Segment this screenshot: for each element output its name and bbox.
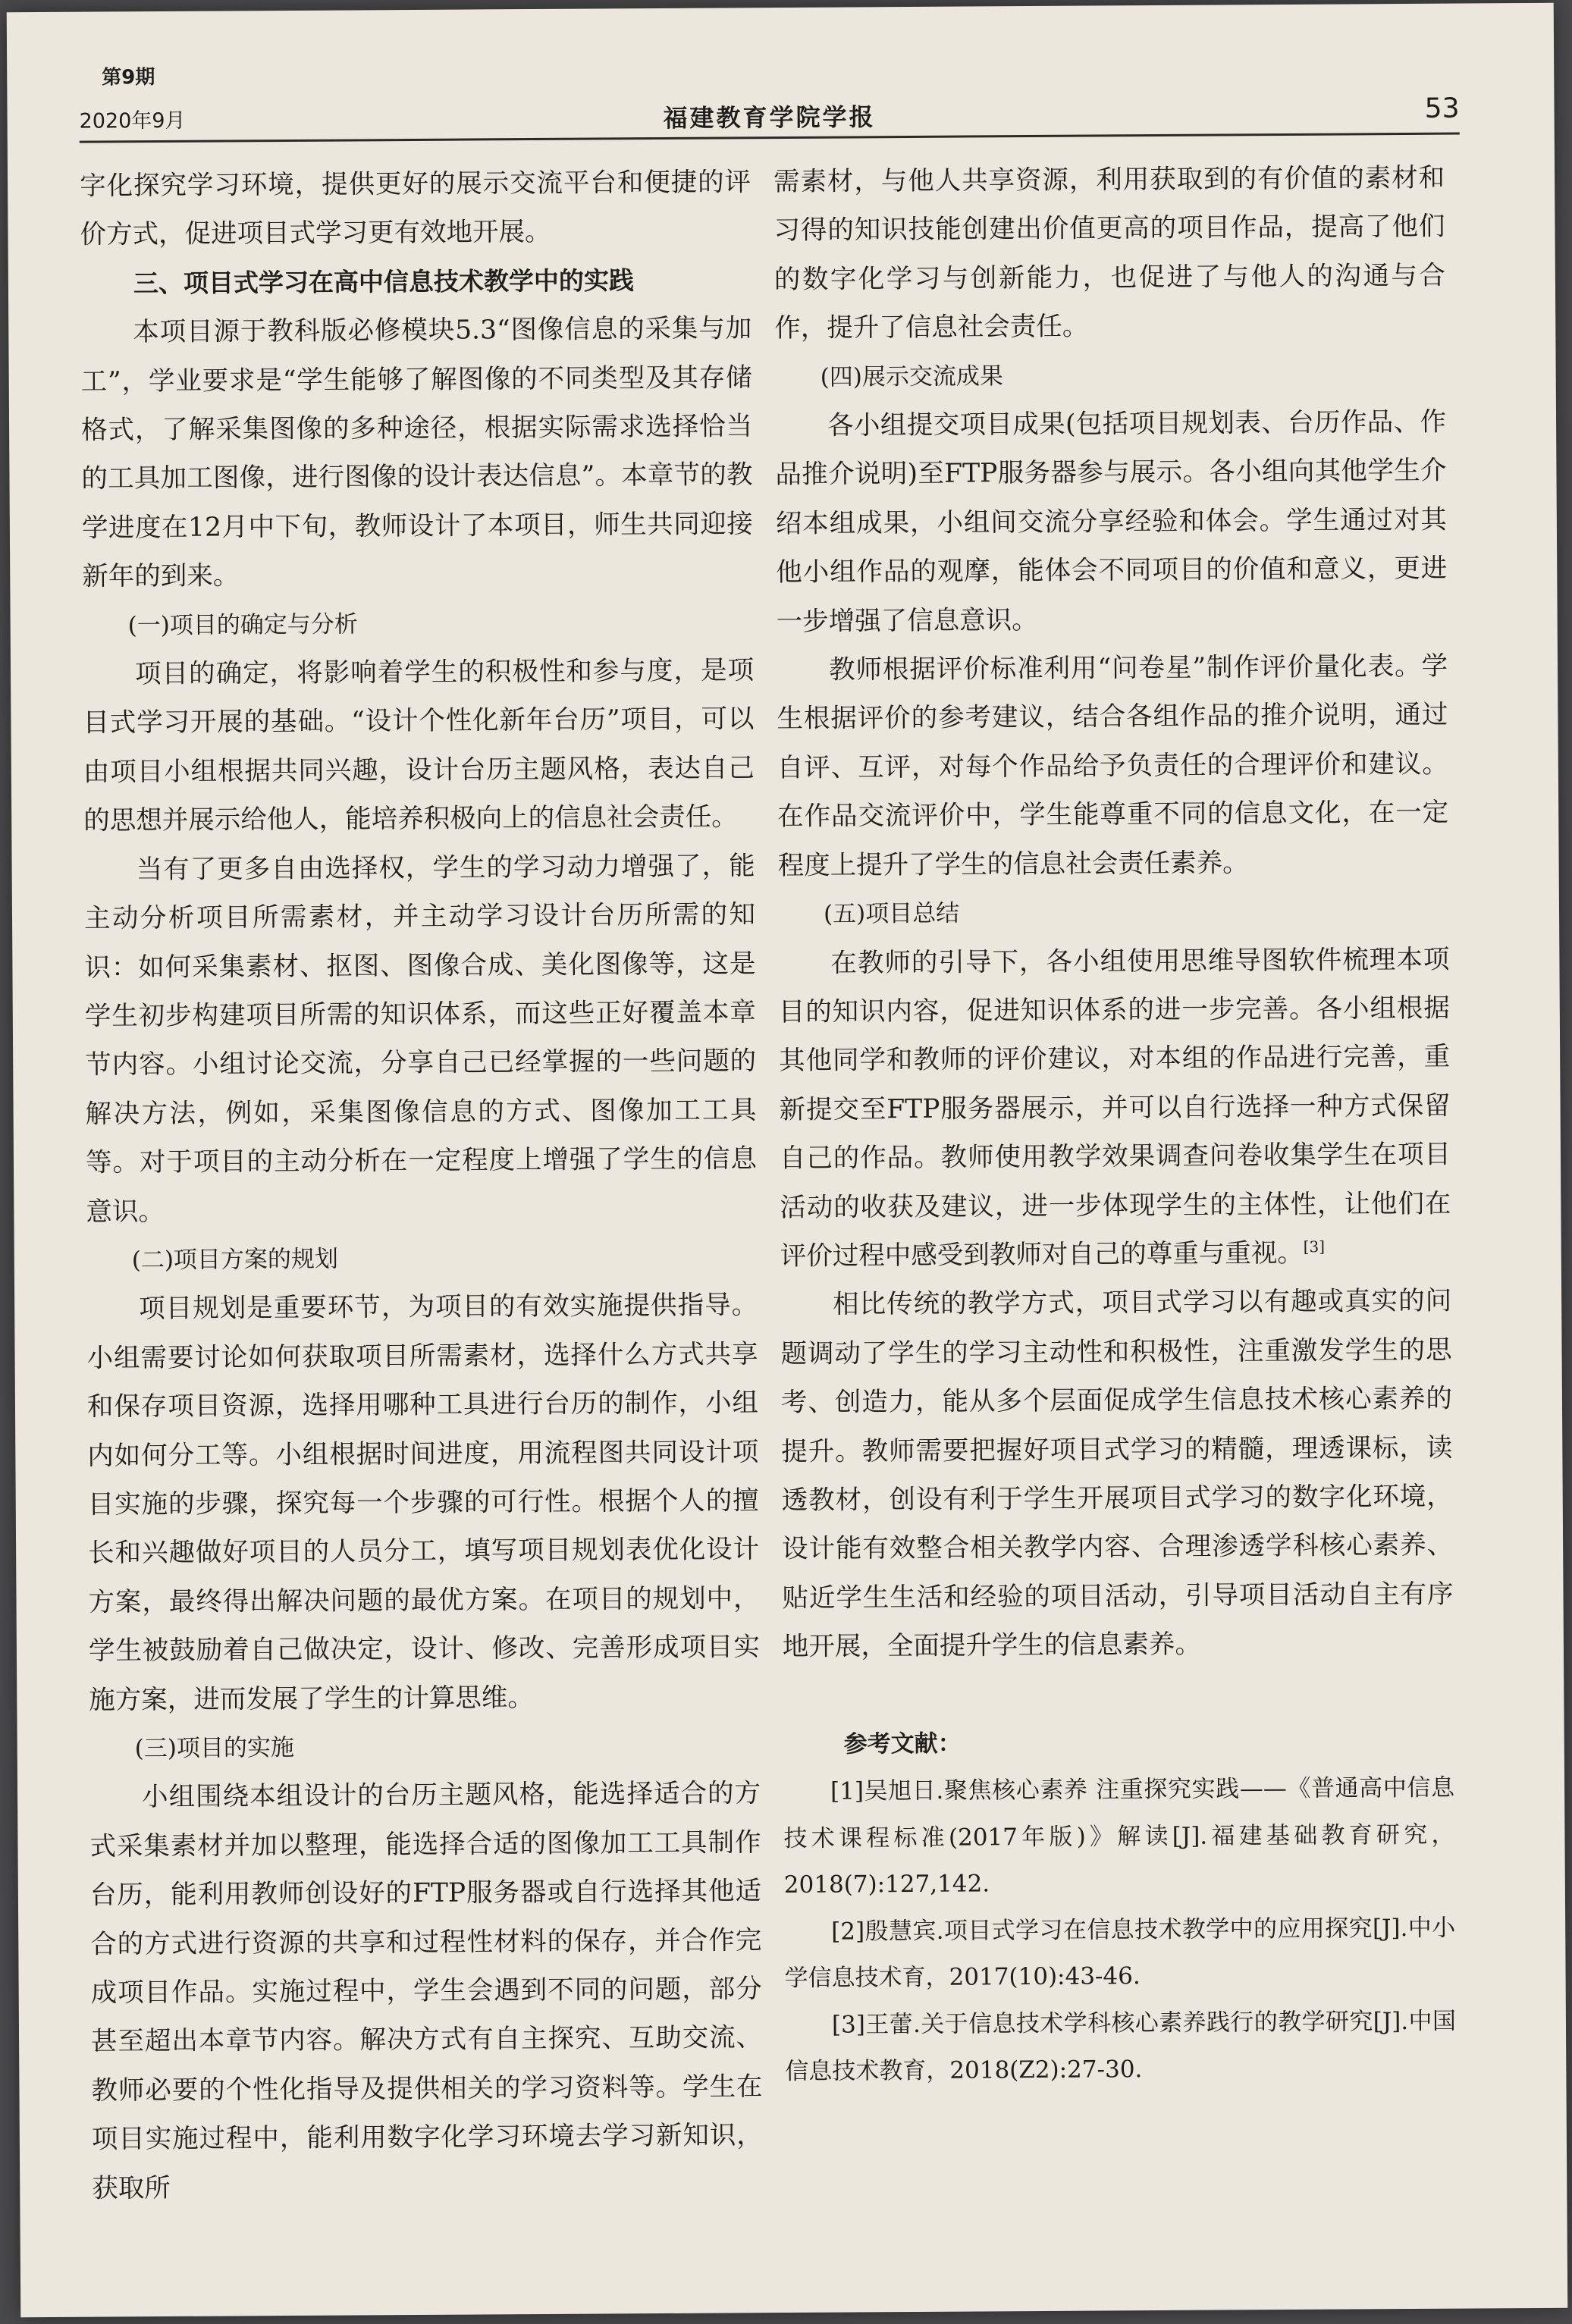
page-header (79, 49, 1460, 143)
references (783, 1716, 1457, 2095)
date-label: 2020年9月 (79, 108, 186, 133)
paragraph: 字化探究学习环境，提供更好的展示交流平台和便捷的评价方式，促进项目式学习更有效地开展。 (80, 167, 751, 251)
paragraph: 各小组提交项目成果(包括项目规划表、台历作品、作品推介说明)至FTP服务器参与展示。各小组向其他学生介绍本组成果，小组间交流分享经验和体会。学生通过对其他小组作品的观摩，能体会不同项目的价值和意义，更进一步增强了信息意识。 (775, 406, 1448, 637)
reference-item: [3]王蕾.关于信息技术学科核心素养践行的教学研究[J].中国信息技术教育，2018(Z2):27-30. (785, 2007, 1457, 2086)
reference-item: [1]吴旭日.聚焦核心素养 注重探究实践——《普通高中信息技术课程标准(2017年版)》解读[J].福建基础教育研究，2018(7):127,142. (783, 1774, 1455, 1899)
journal-title: 福建教育学院学报 (663, 102, 876, 133)
paragraph: 相比传统的教学方式，项目式学习以有趣或真实的问题调动了学生的学习主动性和积极性，注重激发学生的思考、创造力，能从多个层面促成学生信息技术核心素养的提升。教师需要把握好项目式学习的精髓，理透课标，读透教材，创设有利于学生开展项目式学习的数字化环境，设计能有效整合相关教学内容、合理渗透学科核心素养、贴近学生生活和经验的项目活动，引导项目活动自主有序地开展，全面提升学生的信息素养。 (780, 1285, 1454, 1663)
paragraph: 项目的确定，将影响着学生的积极性和参与度，是项目式学习开展的基础。“设计个性化新年台历”项目，可以由项目小组根据共同兴趣，设计台历主题风格，表达自己的思想并展示给他人，能培养积极向上的信息社会责任。 (83, 655, 755, 836)
citation-marker: [3] (1303, 1237, 1326, 1256)
left-column (80, 158, 764, 2213)
paragraph: 小组围绕本组设计的台历主题风格，能选择适合的方式采集素材并加以整理，能选择合适的图像加工工具制作台历，能利用教师创设好的FTP服务器或自行选择其他适合的方式进行资源的共享和过程性材料的保存，并合作完成项目作品。实施过程中，学生会遇到不同的问题，部分甚至超出本章节内容。解决方式有自主探究、互助交流、教师必要的个性化指导及提供相关的学习资料等。学生在项目实施过程中，能利用数字化学习环境去学习新知识，获取所 (89, 1778, 763, 2204)
paragraph: 当有了更多自由选择权，学生的学习动力增强了，能主动分析项目所需素材，并主动学习设计台历所需的知识：如何采集素材、抠图、图像合成、美化图像等，这是学生初步构建项目所需的知识体系，而这些正好覆盖本章节内容。小组讨论交流，分享自己已经掌握的一些问题的解决方法，例如，采集图像信息的方式、图像加工工具等。对于项目的主动分析在一定程度上增强了学生的信息意识。 (83, 850, 758, 1228)
subsection-heading: (四)展示交流成果 (820, 362, 1004, 391)
paragraph: 项目规划是重要环节，为项目的有效实施提供指导。小组需要讨论如何获取项目所需素材，选择什么方式共享和保存项目资源，选择用哪种工具进行台历的制作，小组内如何分工等。小组根据时间进度，用流程图共同设计项目实施的步骤，探究每一个步骤的可行性。根据个人的擅长和兴趣做好项目的人员分工，填写项目规划表优化设计方案，最终得出解决问题的最优方案。在项目的规划中，学生被鼓励着自己做决定，设计、修改、完善形成项目实施方案，进而发展了学生的计算思维。 (86, 1290, 761, 1716)
paragraph: 需素材，与他人共享资源，利用获取到的有价值的素材和习得的知识技能创建出价值更高的项目作品，提高了他们的数字化学习与创新能力，也促进了与他人的沟通与合作，提升了信息社会责任。 (773, 162, 1446, 344)
subsection-heading: (五)项目总结 (823, 899, 960, 928)
paragraph: 本项目源于教科版必修模块5.3“图像信息的采集与加工”，学业要求是“学生能够了解图像的不同类型及其存储格式，了解采集图像的多种途径，根据实际需求选择恰当的工具加工图像，进行图像的设计表达信息”。本章节的教学进度在12月中下旬，教师设计了本项目，师生共同迎接新年的到来。 (80, 313, 753, 592)
reference-item: [2]殷慧宾.项目式学习在信息技术教学中的应用探究[J].中小学信息技术育，2017(10):43-46. (784, 1914, 1456, 1993)
paragraph (778, 935, 1451, 1281)
paragraph: 教师根据评价标准利用“问卷星”制作评价量化表。学生根据评价的参考建议，结合各组作品的推介说明，通过自评、互评，对每个作品给予负责任的合理评价和建议。在作品交流评价中，学生能尊重不同的信息文化，在一定程度上提升了学生的信息社会责任素养。 (777, 651, 1449, 881)
subsection-heading: (三)项目的实施 (134, 1733, 295, 1763)
issue-label: 第9期 (102, 66, 155, 89)
paragraph-text: 在教师的引导下，各小组使用思维导图软件梳理本项目的知识内容，促进知识体系的进一步完善。各小组根据其他同学和教师的评价建议，对本组的作品进行完善，重新提交至FTP服务器展示，并可以自行选择一种方式保留自己的作品。教师使用教学效果调查问卷收集学生在项目活动的收获及建议，进一步体现学生的主体性，让他们在评价过程中感受到教师对自己的尊重与重视。 (778, 944, 1451, 1272)
references-title: 参考文献： (843, 1730, 962, 1758)
subsection-heading: (一)项目的确定与分析 (127, 610, 358, 639)
section-heading: 三、项目式学习在高中信息技术教学中的实践 (133, 265, 635, 299)
right-column (773, 154, 1457, 2096)
subsection-heading: (二)项目方案的规划 (131, 1245, 339, 1275)
journal-page (7, 3, 1568, 2317)
page-number: 53 (1424, 93, 1460, 124)
